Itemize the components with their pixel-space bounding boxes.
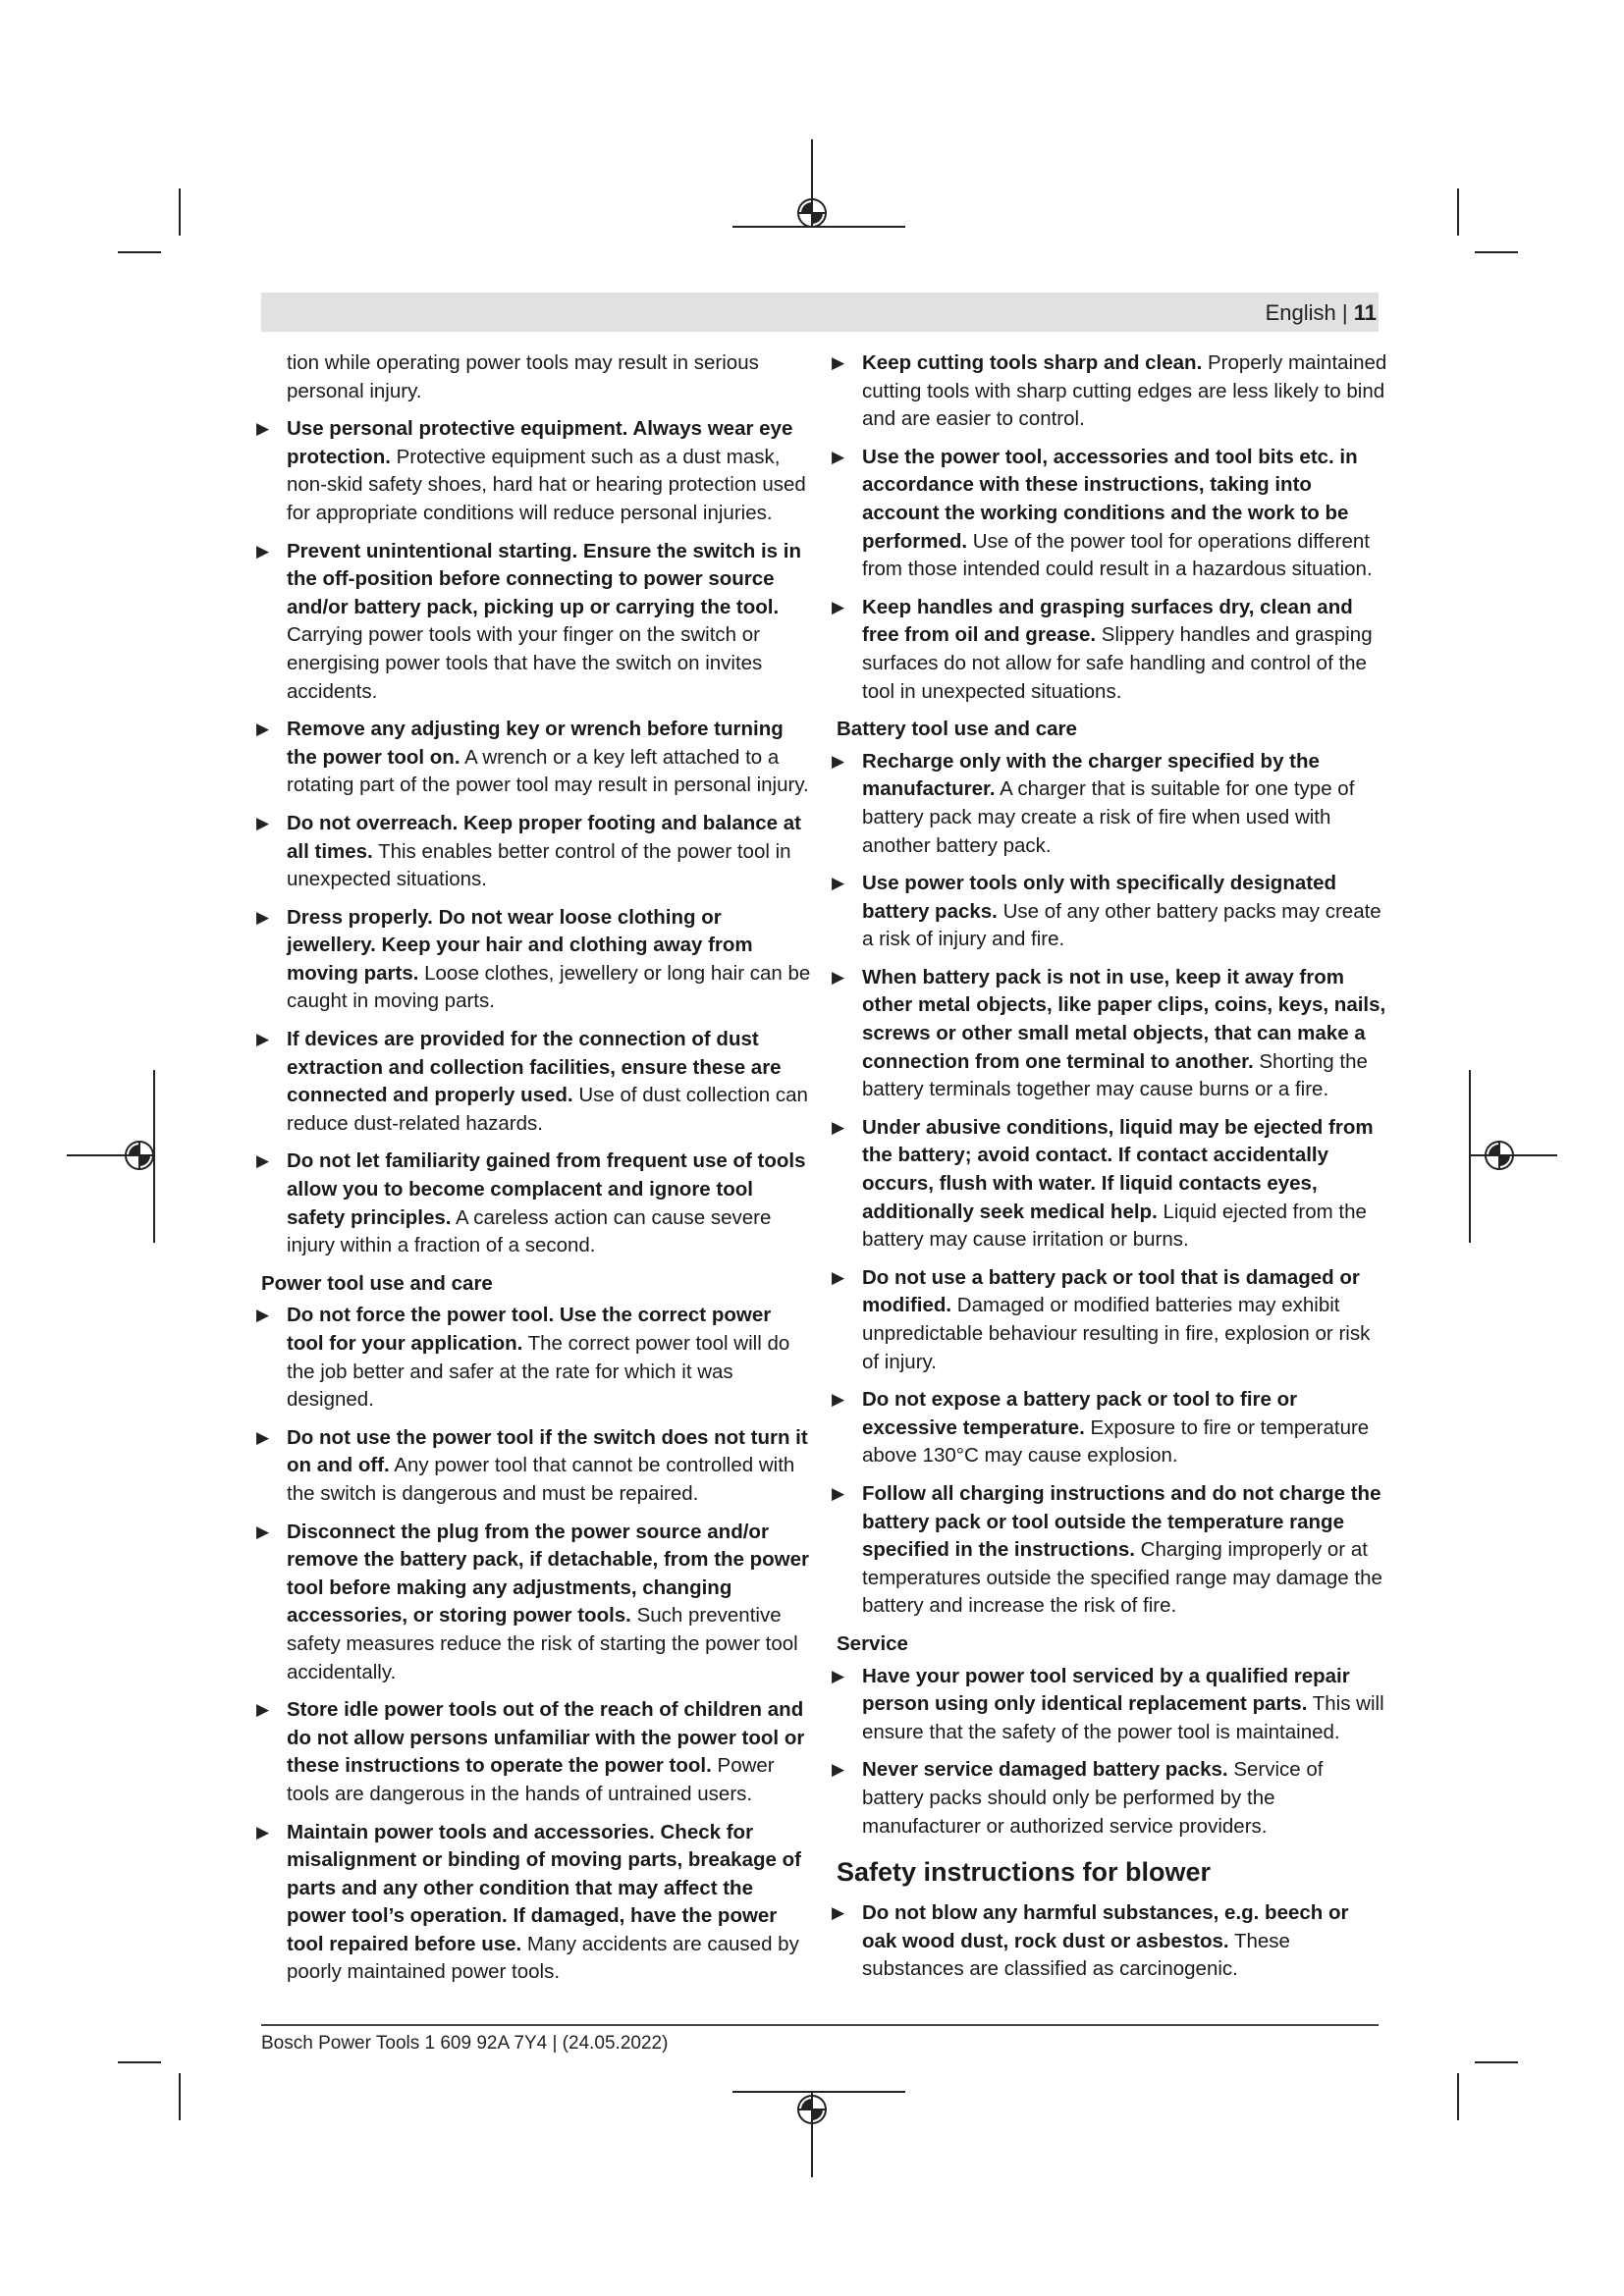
instruction-bold: Follow all charging instructions and do not charge the battery pack or tool outside the temperature range specified in the instructions. — [862, 1481, 1381, 1562]
instruction-text: Such preventive safety measures reduce the risk of starting the power tool accidentally. — [287, 1604, 798, 1683]
instruction-item — [832, 1114, 1388, 1255]
language-label: English — [1265, 300, 1336, 325]
instruction-item — [832, 964, 1388, 1104]
registration-target-icon — [125, 1141, 154, 1170]
instruction-text: A wrench or a key left attached to a rotating part of the power tool may result in personal injury. — [287, 745, 809, 797]
bullet-triangle-icon: ▶ — [256, 720, 270, 739]
registration-target-icon — [797, 198, 827, 228]
bullet-triangle-icon: ▶ — [256, 1700, 270, 1720]
instruction-item — [256, 415, 811, 527]
instruction-list — [256, 415, 811, 1260]
instruction-bold: Have your power tool serviced by a qualified repair person using only identical replacement parts. — [862, 1664, 1350, 1716]
bullet-triangle-icon: ▶ — [832, 1390, 845, 1410]
registration-line — [1469, 1070, 1471, 1243]
page-number: 11 — [1353, 300, 1377, 325]
instruction-item — [256, 1519, 811, 1687]
subheading-power-tool-use: Power tool use and care — [261, 1271, 493, 1295]
bullet-triangle-icon: ▶ — [256, 1151, 270, 1171]
instruction-item — [832, 349, 1388, 434]
registration-target-icon — [797, 2095, 827, 2124]
instruction-text: Protective equipment such as a dust mask, non-skid safety shoes, hard hat or hearing protection used for appropriate conditions will reduce personal injuries. — [287, 445, 806, 524]
instruction-item — [832, 748, 1388, 860]
instruction-text: Use of the power tool for operations different from those intended could result in a hazardous situation. — [862, 529, 1373, 581]
instruction-bold: Do not expose a battery pack or tool to fire or excessive temperature. — [862, 1388, 1298, 1439]
instruction-list — [832, 748, 1388, 1621]
instruction-text: Any power tool that cannot be controlled with the switch is dangerous and must be repaired. — [287, 1454, 795, 1505]
bullet-triangle-icon: ▶ — [832, 597, 845, 616]
registration-line — [732, 226, 905, 228]
section-title-blower: Safety instructions for blower — [837, 1857, 1212, 1888]
instruction-bold: Store idle power tools out of the reach of children and do not allow persons unfamiliar with the power tool or these instructions to operate the power tool. — [287, 1698, 805, 1778]
instruction-text: Charging improperly or at temperatures outside the specified range may damage the battery and increase the risk of fire. — [862, 1538, 1382, 1618]
instruction-item — [256, 538, 811, 707]
instruction-list — [832, 1663, 1388, 1842]
bullet-triangle-icon: ▶ — [256, 907, 270, 927]
instruction-list — [256, 1302, 811, 1987]
instruction-bold: Do not use a battery pack or tool that is damaged or modified. — [862, 1265, 1360, 1317]
crop-mark — [1457, 2073, 1459, 2120]
bullet-triangle-icon: ▶ — [832, 1666, 845, 1685]
instruction-bold: Do not let familiarity gained from frequent use of tools allow you to become complacent and ignore tool safety principles. — [287, 1149, 806, 1229]
instruction-text: Carrying power tools with your finger on the switch or energising power tools that have the switch on invites accidents. — [287, 623, 763, 703]
registration-target-icon — [1485, 1141, 1514, 1170]
instruction-text: Exposure to fire or temperature above 130°C may cause explosion. — [862, 1415, 1370, 1468]
subheading-service: Service — [837, 1631, 908, 1655]
crop-mark — [179, 188, 181, 236]
instruction-bold: Use personal protective equipment. Always wear eye protection. — [287, 417, 793, 468]
instruction-bold: Dress properly. Do not wear loose clothing or jewellery. Keep your hair and clothing away from moving parts. — [287, 905, 753, 985]
footer-rule — [261, 2024, 1379, 2026]
instruction-bold: Recharge only with the charger specified by the manufacturer. — [862, 749, 1320, 801]
instruction-text: Many accidents are caused by poorly maintained power tools. — [287, 1932, 799, 1984]
instruction-item — [256, 810, 811, 894]
instruction-bold: Do not force the power tool. Use the correct power tool for your application. — [287, 1304, 772, 1355]
instruction-text: Liquid ejected from the battery may cause irritation or burns. — [862, 1200, 1367, 1252]
bullet-triangle-icon: ▶ — [832, 751, 845, 771]
instruction-text: This will ensure that the safety of the power tool is maintained. — [862, 1692, 1384, 1743]
bullet-triangle-icon: ▶ — [256, 1427, 270, 1447]
bullet-triangle-icon: ▶ — [832, 1760, 845, 1780]
left-column — [256, 349, 811, 1997]
instruction-text: Use of any other battery packs may create a risk of injury and fire. — [862, 899, 1381, 951]
instruction-bold: Disconnect the plug from the power source and/or remove the battery pack, if detachable, from the power tool before making any adjustments, changing accessories, or storing power tools. — [287, 1520, 810, 1628]
instruction-text: Damaged or modified batteries may exhibit unpredictable behaviour resulting in fire, explosion or risk of injury. — [862, 1294, 1371, 1373]
continued-text: tion while operating power tools may result in serious personal injury. — [287, 351, 759, 402]
instruction-item — [832, 1386, 1388, 1470]
bullet-triangle-icon: ▶ — [832, 1117, 845, 1137]
bullet-triangle-icon: ▶ — [832, 1267, 845, 1287]
instruction-item — [256, 1026, 811, 1138]
header-band — [261, 293, 1379, 332]
instruction-bold: Maintain power tools and accessories. Check for misalignment or binding of moving parts, breakage of parts and any other condition that may affect the power tool’s operation. If damaged, have the power tool repaired before use. — [287, 1820, 801, 1955]
instruction-bold: Do not use the power tool if the switch does not turn it on and off. — [287, 1425, 808, 1477]
instruction-item — [256, 1302, 811, 1414]
instruction-item — [256, 904, 811, 1016]
instruction-item — [832, 594, 1388, 706]
crop-mark — [179, 2073, 181, 2120]
instruction-text: Use of dust collection can reduce dust-related hazards. — [287, 1084, 808, 1135]
instruction-bold: Never service damaged battery packs. — [862, 1758, 1228, 1782]
bullet-triangle-icon: ▶ — [256, 1522, 270, 1541]
instruction-list — [832, 349, 1388, 706]
instruction-bold: Keep handles and grasping surfaces dry, clean and free from oil and grease. — [862, 595, 1353, 647]
instruction-item — [832, 870, 1388, 954]
instruction-item — [256, 1819, 811, 1988]
right-column — [832, 349, 1388, 1994]
bullet-triangle-icon: ▶ — [832, 967, 845, 987]
instruction-item — [256, 1424, 811, 1509]
bullet-triangle-icon: ▶ — [832, 353, 845, 372]
instruction-text: These substances are classified as carcinogenic. — [862, 1929, 1290, 1981]
header-separator: | — [1341, 300, 1348, 325]
instruction-list — [832, 1899, 1388, 1984]
bullet-triangle-icon: ▶ — [832, 1903, 845, 1923]
instruction-item — [832, 1899, 1388, 1984]
bullet-triangle-icon: ▶ — [256, 1306, 270, 1325]
instruction-bold: Use power tools only with specifically designated battery packs. — [862, 872, 1337, 923]
instruction-bold: Remove any adjusting key or wrench before turning the power tool on. — [287, 718, 784, 769]
page-header — [1266, 298, 1377, 328]
instruction-text: A charger that is suitable for one type of battery pack may create a risk of fire when used with another battery pack. — [862, 777, 1355, 857]
bullet-triangle-icon: ▶ — [256, 1822, 270, 1842]
bullet-triangle-icon: ▶ — [256, 813, 270, 832]
crop-mark — [1457, 188, 1459, 236]
instruction-item — [832, 444, 1388, 584]
bullet-triangle-icon: ▶ — [256, 541, 270, 561]
instruction-bold: Do not blow any harmful substances, e.g. beech or oak wood dust, rock dust or asbestos. — [862, 1901, 1349, 1952]
instruction-item — [832, 1480, 1388, 1621]
instruction-text: Power tools are dangerous in the hands of untrained users. — [287, 1754, 775, 1805]
instruction-item — [256, 716, 811, 800]
instruction-item — [256, 1148, 811, 1259]
instruction-text: Shorting the battery terminals together may cause burns or a fire. — [862, 1049, 1368, 1101]
instruction-bold: Under abusive conditions, liquid may be ejected from the battery; avoid contact. If contact accidentally occurs, flush with water. If liquid contacts eyes, additionally seek medical help. — [862, 1115, 1374, 1223]
instruction-text: Slippery handles and grasping surfaces do not allow for safe handling and control of the tool in unexpected situations. — [862, 623, 1373, 703]
instruction-text: The correct power tool will do the job better and safer at the rate for which it was designed. — [287, 1332, 790, 1412]
bullet-triangle-icon: ▶ — [832, 874, 845, 893]
instruction-text: Service of battery packs should only be performed by the manufacturer or authorized service providers. — [862, 1758, 1324, 1838]
instruction-bold: Keep cutting tools sharp and clean. — [862, 351, 1203, 374]
bullet-triangle-icon: ▶ — [256, 1030, 270, 1049]
instruction-bold: Prevent unintentional starting. Ensure the switch is in the off-position before connecting to power source and/or battery pack, picking up or carrying the tool. — [287, 539, 801, 618]
crop-mark — [1475, 2061, 1518, 2063]
instruction-item — [832, 1663, 1388, 1747]
instruction-item — [832, 1264, 1388, 1376]
registration-line — [732, 2091, 905, 2093]
instruction-text: Loose clothes, jewellery or long hair can be caught in moving parts. — [287, 961, 811, 1013]
crop-mark — [118, 2061, 161, 2063]
bullet-triangle-icon: ▶ — [256, 419, 270, 439]
bullet-triangle-icon: ▶ — [832, 447, 845, 466]
crop-mark — [1475, 251, 1518, 253]
instruction-item — [832, 1756, 1388, 1841]
subheading-battery-tool-use: Battery tool use and care — [837, 718, 1077, 741]
instruction-bold: When battery pack is not in use, keep it away from other metal objects, like paper clips, coins, keys, nails, screws or other small metal objects, that can make a connection from one terminal to another. — [862, 965, 1386, 1073]
bullet-triangle-icon: ▶ — [832, 1483, 845, 1503]
instruction-text: A careless action can cause severe injury within a fraction of a second. — [287, 1205, 772, 1257]
footer-text: Bosch Power Tools 1 609 92A 7Y4 | (24.05.2022) — [261, 2033, 669, 2054]
instruction-item — [256, 1696, 811, 1808]
instruction-bold: Use the power tool, accessories and tool bits etc. in accordance with these instructions, taking into account the working conditions and the work to be performed. — [862, 445, 1358, 553]
instruction-text: Properly maintained cutting tools with sharp cutting edges are less likely to bind and are easier to control. — [862, 351, 1387, 431]
instruction-bold: If devices are provided for the connection of dust extraction and collection facilities, ensure these are connected and properly used. — [287, 1028, 782, 1107]
crop-mark — [118, 251, 161, 253]
instruction-bold: Do not overreach. Keep proper footing and balance at all times. — [287, 811, 801, 863]
instruction-text: This enables better control of the power tool in unexpected situations. — [287, 839, 791, 891]
